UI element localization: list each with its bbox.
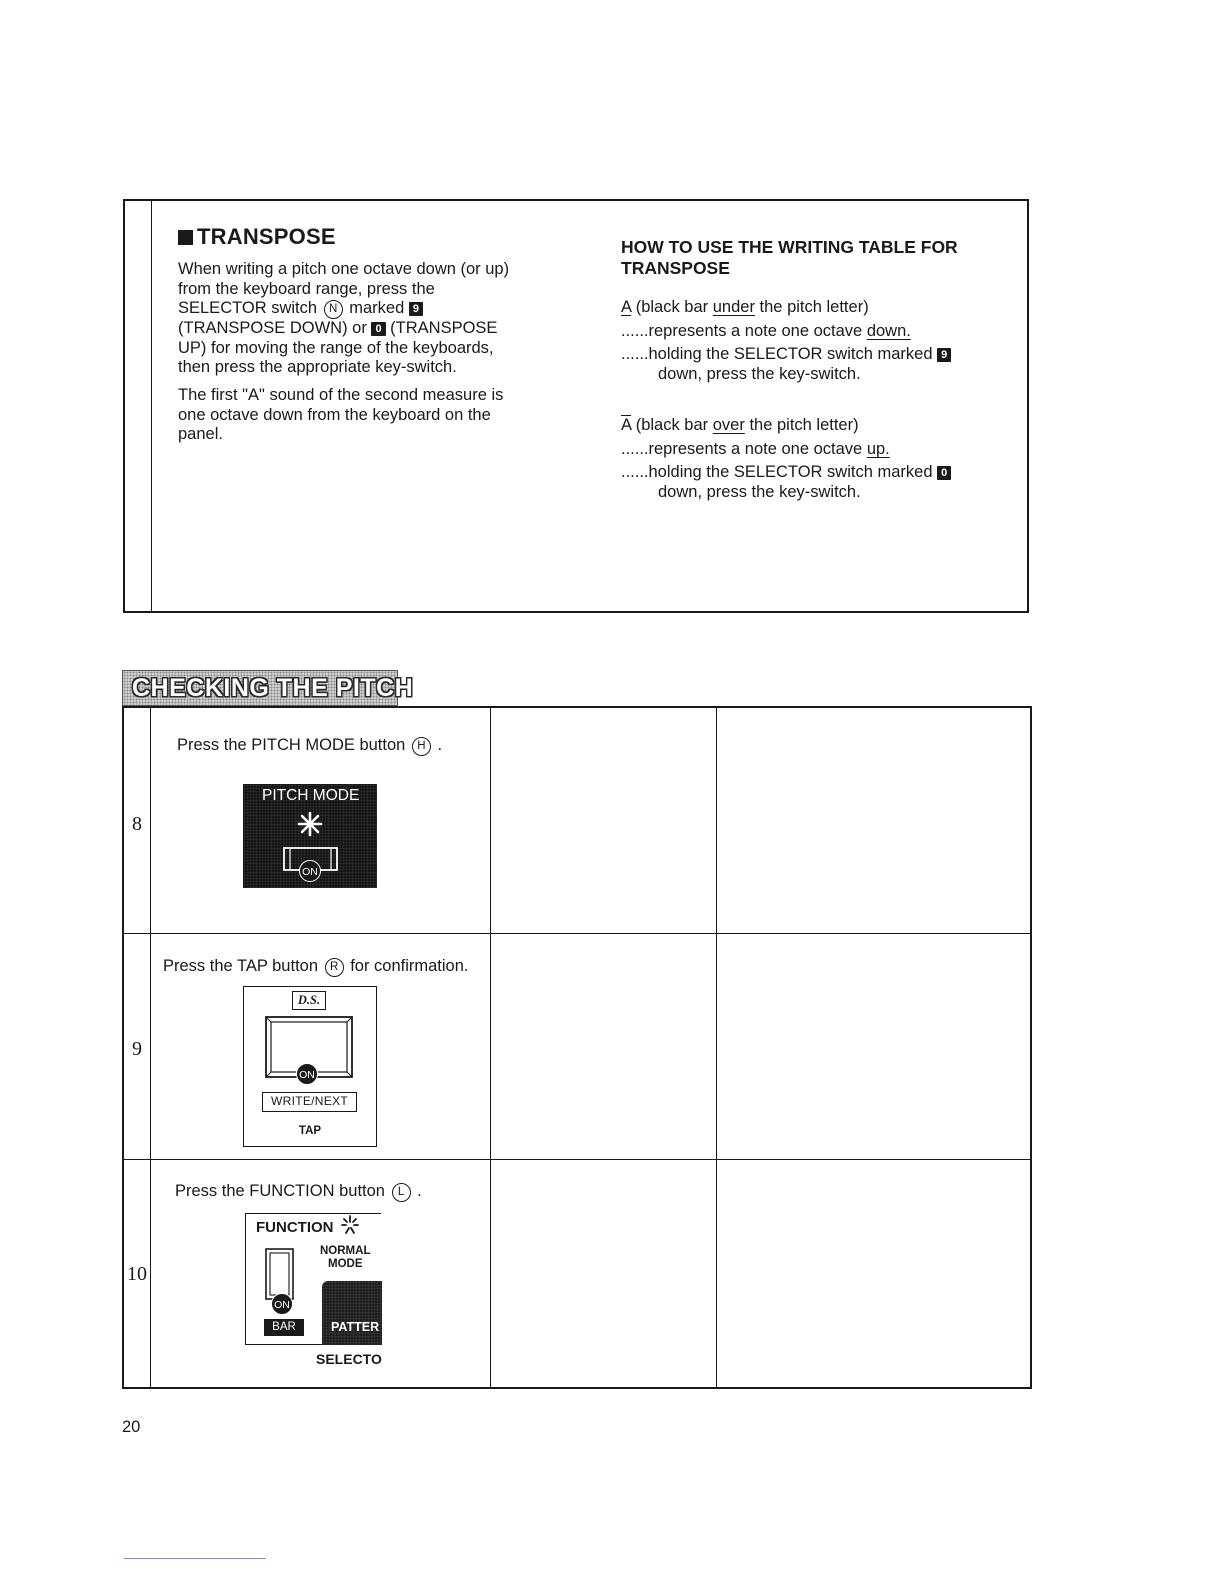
write-next-label: WRITE/NEXT bbox=[262, 1092, 357, 1112]
over-bar-represents bbox=[621, 439, 890, 459]
ds-label: D.S. bbox=[292, 991, 326, 1010]
page-number: 20 bbox=[122, 1418, 141, 1436]
button-h-badge: H bbox=[412, 737, 431, 756]
column-divider bbox=[490, 707, 491, 1388]
text-span: Press the TAP button bbox=[163, 957, 319, 975]
over-bar-press: down, press the key-switch. bbox=[658, 483, 861, 501]
transpose-gutter-line bbox=[151, 200, 152, 612]
on-indicator-icon: ON bbox=[271, 1293, 293, 1315]
text-span: (TRANSPOSE DOWN) or bbox=[178, 319, 367, 337]
text-span: marked bbox=[349, 299, 405, 317]
row-divider bbox=[123, 1159, 1031, 1160]
pitch-letter-under: A bbox=[621, 298, 632, 316]
text-span: . bbox=[417, 1182, 422, 1200]
text-line: NORMAL bbox=[320, 1245, 371, 1257]
step-8-instruction bbox=[177, 736, 442, 756]
on-indicator-icon: ON bbox=[296, 1063, 318, 1085]
transpose-up-key-chip: 0 bbox=[371, 322, 385, 336]
text-line bbox=[178, 319, 543, 339]
column-divider bbox=[716, 707, 717, 1388]
text-line: one octave down from the keyboard on the bbox=[178, 405, 491, 424]
key-0-chip: 0 bbox=[937, 466, 951, 480]
text-line: MODE bbox=[327, 1257, 363, 1270]
light-burst-icon bbox=[339, 1213, 361, 1239]
text-line: UP) for moving the range of the keyboards, bbox=[178, 338, 494, 357]
normal-mode-label bbox=[320, 1245, 370, 1270]
over-bar-description bbox=[621, 415, 859, 435]
text-span: ......represents a note one octave bbox=[621, 322, 863, 340]
on-indicator-icon: ON bbox=[299, 860, 321, 882]
step-number-9: 9 bbox=[132, 1038, 142, 1060]
text-line: from the keyboard range, press the bbox=[178, 279, 435, 298]
pattern-label: PATTER bbox=[331, 1320, 380, 1334]
bar-label: BAR bbox=[264, 1319, 304, 1336]
text-span: . bbox=[437, 736, 443, 754]
light-burst-icon bbox=[299, 813, 321, 835]
under-bar-represents bbox=[621, 321, 911, 341]
text-span: SELECTOR switch bbox=[178, 299, 318, 317]
text-line: When writing a pitch one octave down (or up) bbox=[178, 260, 510, 278]
text-line bbox=[178, 299, 543, 319]
footer-rule bbox=[124, 1558, 266, 1559]
switch-n-badge: N bbox=[324, 300, 343, 319]
under-bar-press: down, press the key-switch. bbox=[658, 365, 861, 383]
row-divider bbox=[123, 933, 1031, 934]
transpose-example bbox=[178, 386, 543, 445]
text-span: ......holding the SELECTOR switch marked bbox=[621, 345, 933, 363]
pitch-mode-label: PITCH MODE bbox=[262, 787, 360, 804]
step-number-10: 10 bbox=[127, 1263, 147, 1285]
step-9-instruction bbox=[163, 957, 469, 977]
transpose-down-key-chip: 9 bbox=[409, 302, 423, 316]
text-span: the pitch letter) bbox=[749, 416, 859, 434]
function-label: FUNCTION bbox=[256, 1219, 334, 1236]
text-line: The first "A" sound of the second measure is bbox=[178, 386, 504, 404]
key-9-chip: 9 bbox=[937, 348, 951, 362]
text-span: (black bar bbox=[635, 416, 709, 434]
pattern-block bbox=[322, 1281, 382, 1345]
text-span: (TRANSPOSE bbox=[390, 319, 498, 337]
text-span: ......holding the SELECTOR switch marked bbox=[621, 463, 933, 481]
text-span: the pitch letter) bbox=[759, 298, 869, 316]
under-bar-description bbox=[621, 297, 869, 317]
square-bullet-icon bbox=[178, 230, 193, 245]
transpose-instructions bbox=[178, 260, 543, 378]
tap-button-art bbox=[243, 986, 377, 1106]
selector-label: SELECTO bbox=[316, 1351, 382, 1367]
text-span: Press the FUNCTION button bbox=[175, 1182, 385, 1200]
section-title: CHECKING THE PITCH bbox=[132, 674, 414, 702]
transpose-heading bbox=[178, 224, 336, 250]
how-to-heading: HOW TO USE THE WRITING TABLE FOR TRANSPOSE bbox=[621, 237, 958, 278]
transpose-heading-text: TRANSPOSE bbox=[197, 224, 336, 249]
text-line: panel. bbox=[178, 425, 223, 443]
button-l-badge: L bbox=[392, 1183, 411, 1202]
text-span: Press the PITCH MODE button bbox=[177, 736, 406, 754]
step-10-instruction bbox=[175, 1182, 422, 1202]
under-bar-holding bbox=[621, 344, 951, 364]
tap-label: TAP bbox=[298, 1125, 322, 1137]
text-span: under bbox=[712, 298, 755, 316]
button-r-badge: R bbox=[325, 958, 344, 977]
text-span: (black bar bbox=[635, 298, 709, 316]
pitch-letter-over: $\overline{A}$ bbox=[621, 416, 632, 434]
text-span: ......represents a note one octave bbox=[621, 440, 863, 458]
text-line: then press the appropriate key-switch. bbox=[178, 358, 457, 376]
text-span: over bbox=[712, 416, 745, 434]
text-span: up. bbox=[866, 440, 890, 458]
text-span: for confirmation. bbox=[350, 957, 469, 975]
over-bar-holding bbox=[621, 462, 951, 482]
step-number-8: 8 bbox=[132, 813, 142, 835]
text-span: down. bbox=[866, 322, 911, 340]
